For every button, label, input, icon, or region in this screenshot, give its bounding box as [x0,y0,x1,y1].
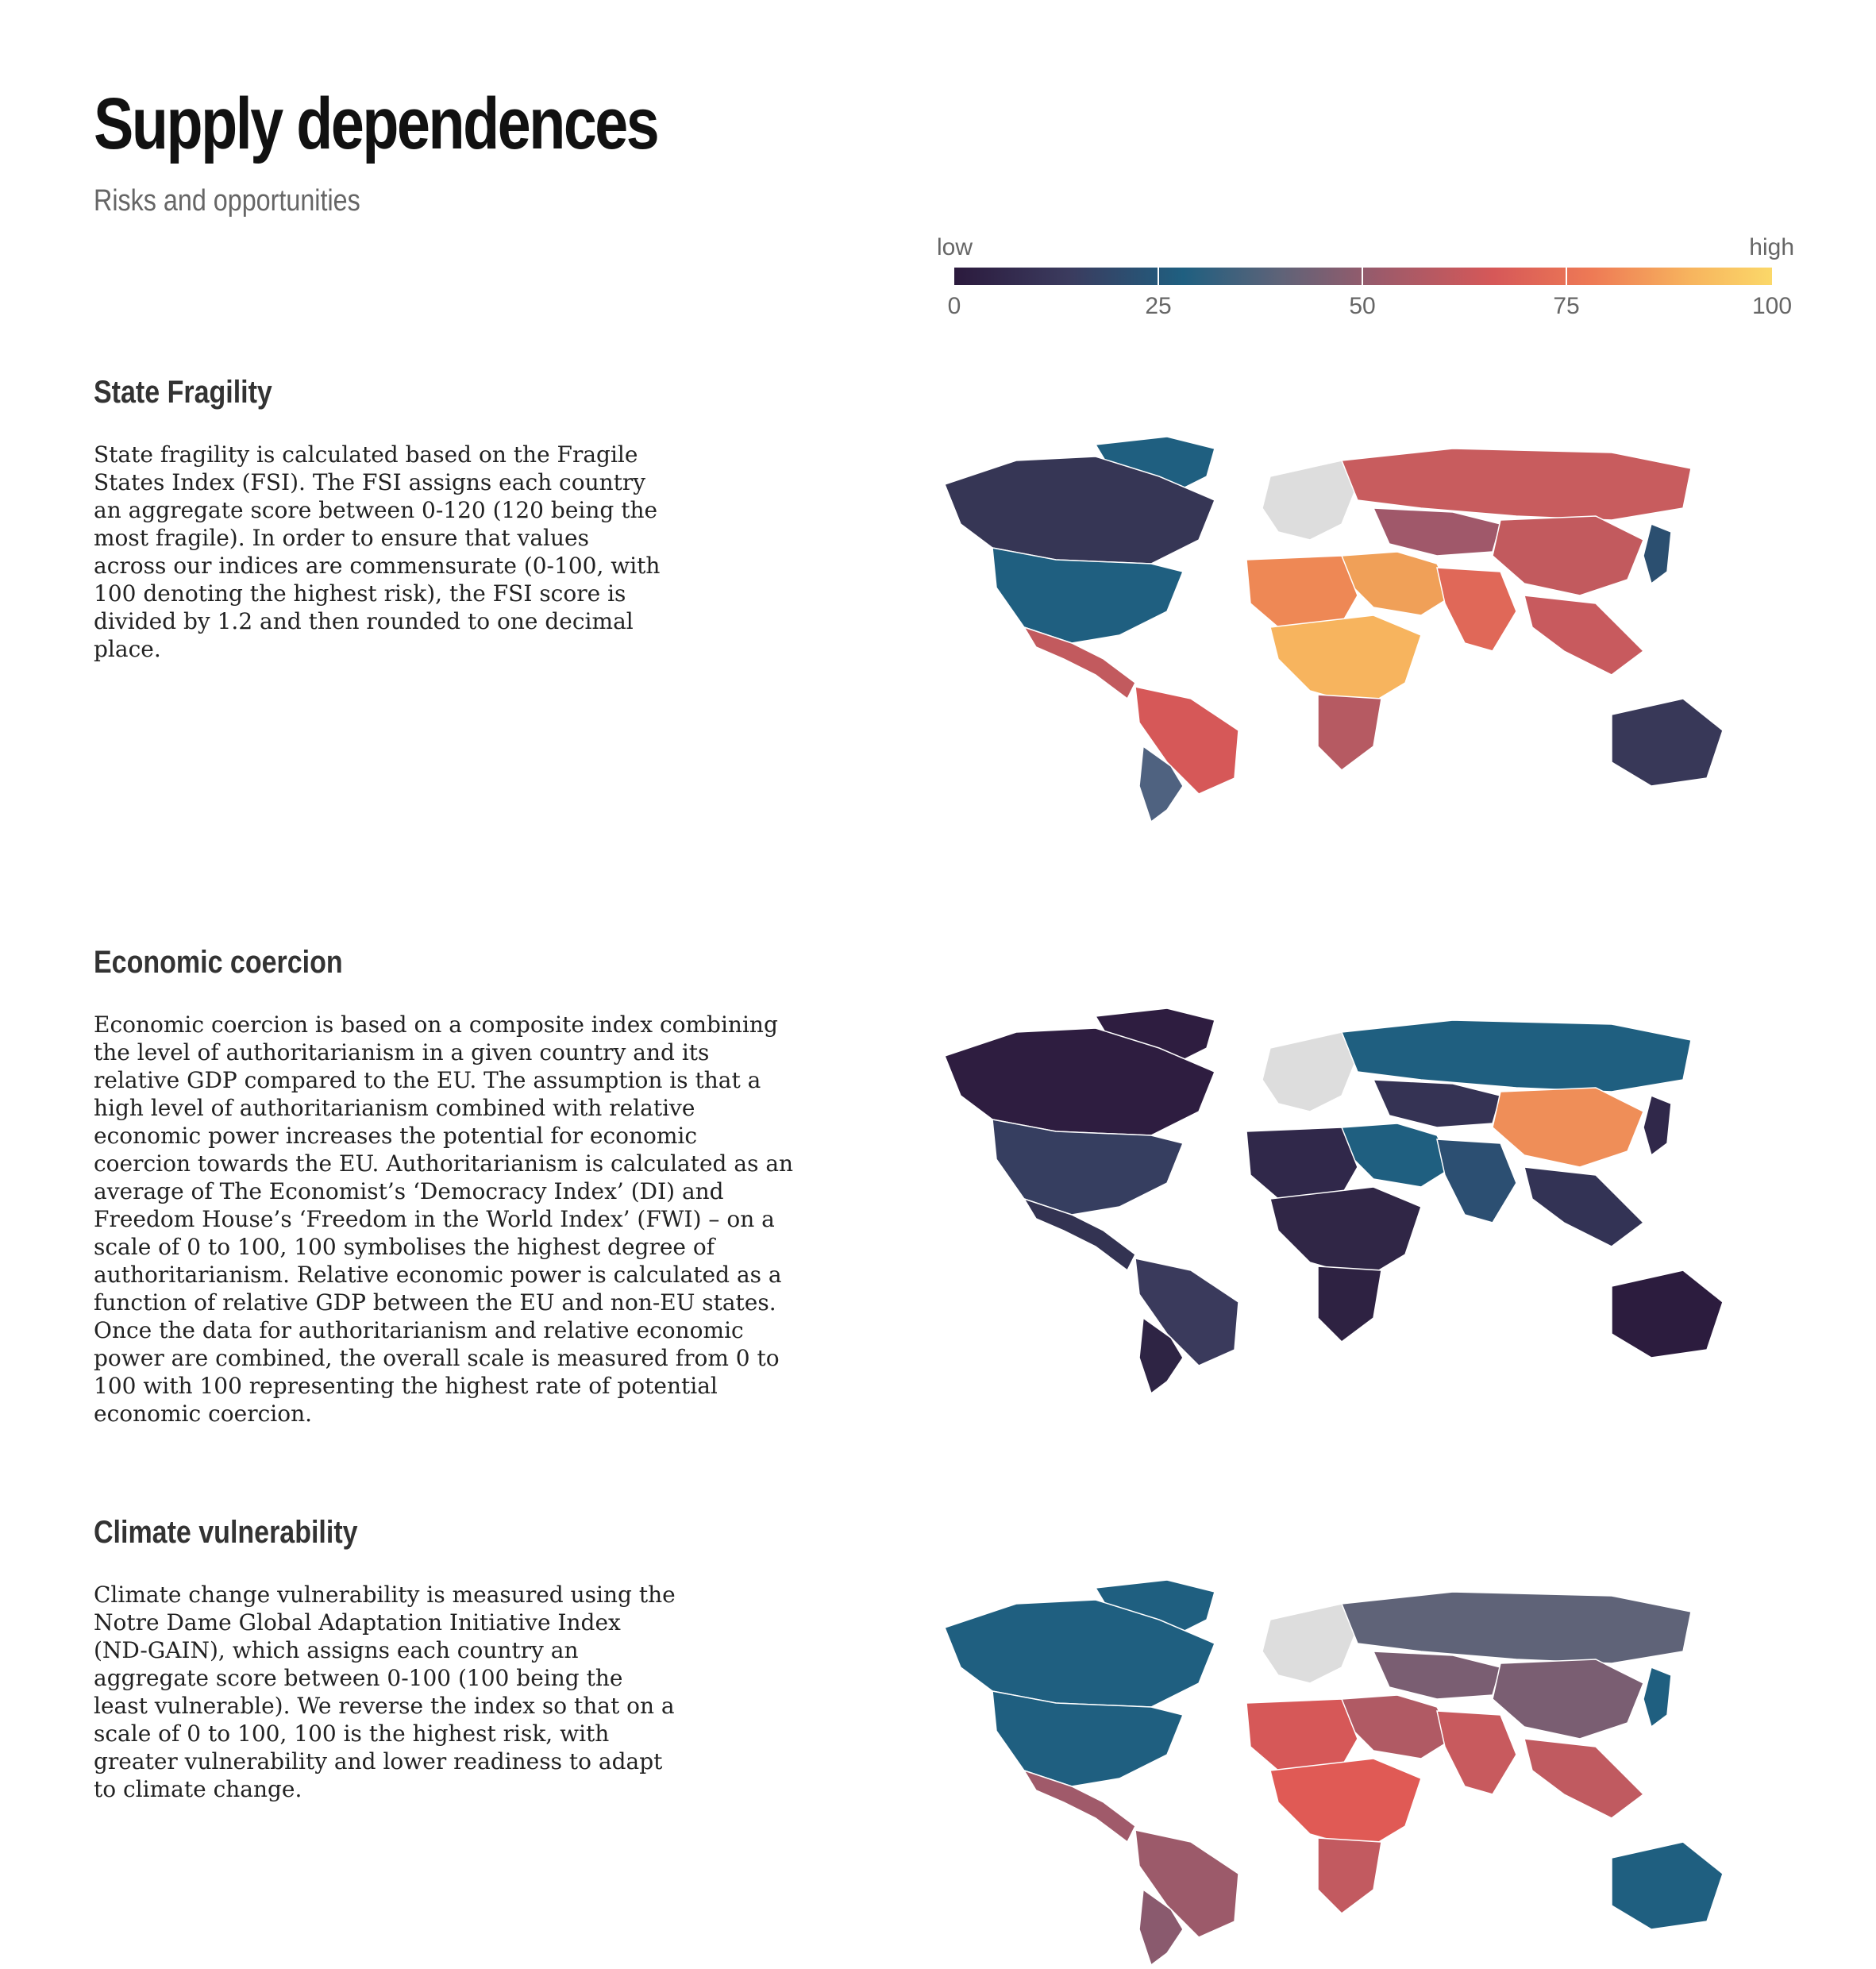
map-region-middle-east [1342,552,1453,615]
map-economic-coercion [897,984,1810,1397]
map-state-fragility [897,413,1810,826]
map-region-sub-saharan-africa [1270,615,1421,707]
map-region-australia [1612,699,1723,786]
map-region-south-asia [1437,568,1516,651]
section-title-economic-coercion: Economic coercion [94,945,343,980]
map-region-japan-korea [1643,1667,1671,1727]
legend-tick-label: 100 [1751,293,1793,319]
map-region-southern-africa [1318,1838,1381,1913]
section-title-state-fragility: State Fragility [94,375,272,410]
legend-low-label: low [937,234,973,260]
legend-divider [1158,268,1159,285]
page-title: Supply dependences [94,83,658,164]
map-region-europe [1262,1032,1358,1112]
map-region-australia [1612,1842,1723,1929]
map-region-japan-korea [1643,1096,1671,1155]
map-region-europe [1262,1604,1358,1683]
map-region-north-africa [1246,1699,1358,1771]
section-text-climate-vulnerability: Climate change vulnerability is measured using the Notre Dame Global Adaptation Initiative Index (ND-GAIN), which assigns each country an aggregate score between 0-100 (100 being the least vulnerable). We reverse the index so that on a scale of 0 to 100, 100 is the highest risk, with greater vulnerability and lower readiness to adapt to climate change. [94,1582,676,1802]
map-region-middle-east [1342,1123,1453,1187]
legend-divider [1566,268,1567,285]
map-region-sub-saharan-africa [1270,1759,1421,1850]
section-text-state-fragility: State fragility is calculated based on the Fragile States Index (FSI). The FSI assigns each country an aggregate score between 0-120 (120 being the most fragile). In order to ensure that values across our indices are commensurate (0-100, with 100 denoting the highest risk), the FSI score is divided by 1.2 and then rounded to one decimal place. [94,441,661,662]
map-region-central-asia [1373,1080,1500,1127]
section-text-economic-coercion: Economic coercion is based on a composite index combining the level of authoritarianism in a given country and its relative GDP compared to the EU. The assumption is that a high level of authoritarianism combined with relative economic power increases the potential for economic coercion towards the EU. Authoritarianism is calculated as an average of The Economist’s ‘Democracy Index’ (DI) and Freedom House’s ‘Freedom in the World Index’ (FWI) – on a scale of 0 to 100, 100 symbolises the highest degree of authoritarianism. Relative economic power is calculated as a function of relative GDP between the EU and non-EU states. Once the data for authoritarianism and relative economic power are combined, the overall scale is measured from 0 to 100 with 100 representing the highest rate of potential economic coercion. [94,1011,794,1427]
color-legend [929,234,1794,329]
map-region-central-asia [1373,508,1500,556]
legend-color-bar [954,268,1772,285]
map-region-japan-korea [1643,524,1671,584]
map-region-southern-africa [1318,1266,1381,1342]
map-region-southern-africa [1318,695,1381,770]
map-region-middle-east [1342,1695,1453,1759]
legend-high-label: high [1749,234,1794,260]
map-region-southeast-asia [1524,1739,1643,1818]
map-region-south-asia [1437,1711,1516,1794]
legend-tick-label: 0 [947,293,961,319]
section-title-climate-vulnerability: Climate vulnerability [94,1515,358,1550]
map-region-china [1493,1088,1643,1167]
map-region-north-africa [1246,556,1358,627]
map-region-china [1493,516,1643,595]
map-region-north-africa [1246,1127,1358,1199]
legend-tick-label: 75 [1553,293,1580,319]
map-region-sub-saharan-africa [1270,1187,1421,1278]
map-region-southeast-asia [1524,1167,1643,1247]
legend-tick-label: 50 [1349,293,1376,319]
legend-tick-label: 25 [1145,293,1172,319]
map-region-europe [1262,460,1358,540]
map-region-central-asia [1373,1651,1500,1699]
legend-divider [1362,268,1363,285]
map-region-southeast-asia [1524,595,1643,675]
map-region-china [1493,1659,1643,1739]
page-subtitle: Risks and opportunities [94,184,360,218]
map-climate-vulnerability [897,1556,1810,1969]
map-region-australia [1612,1270,1723,1358]
map-region-south-asia [1437,1139,1516,1223]
